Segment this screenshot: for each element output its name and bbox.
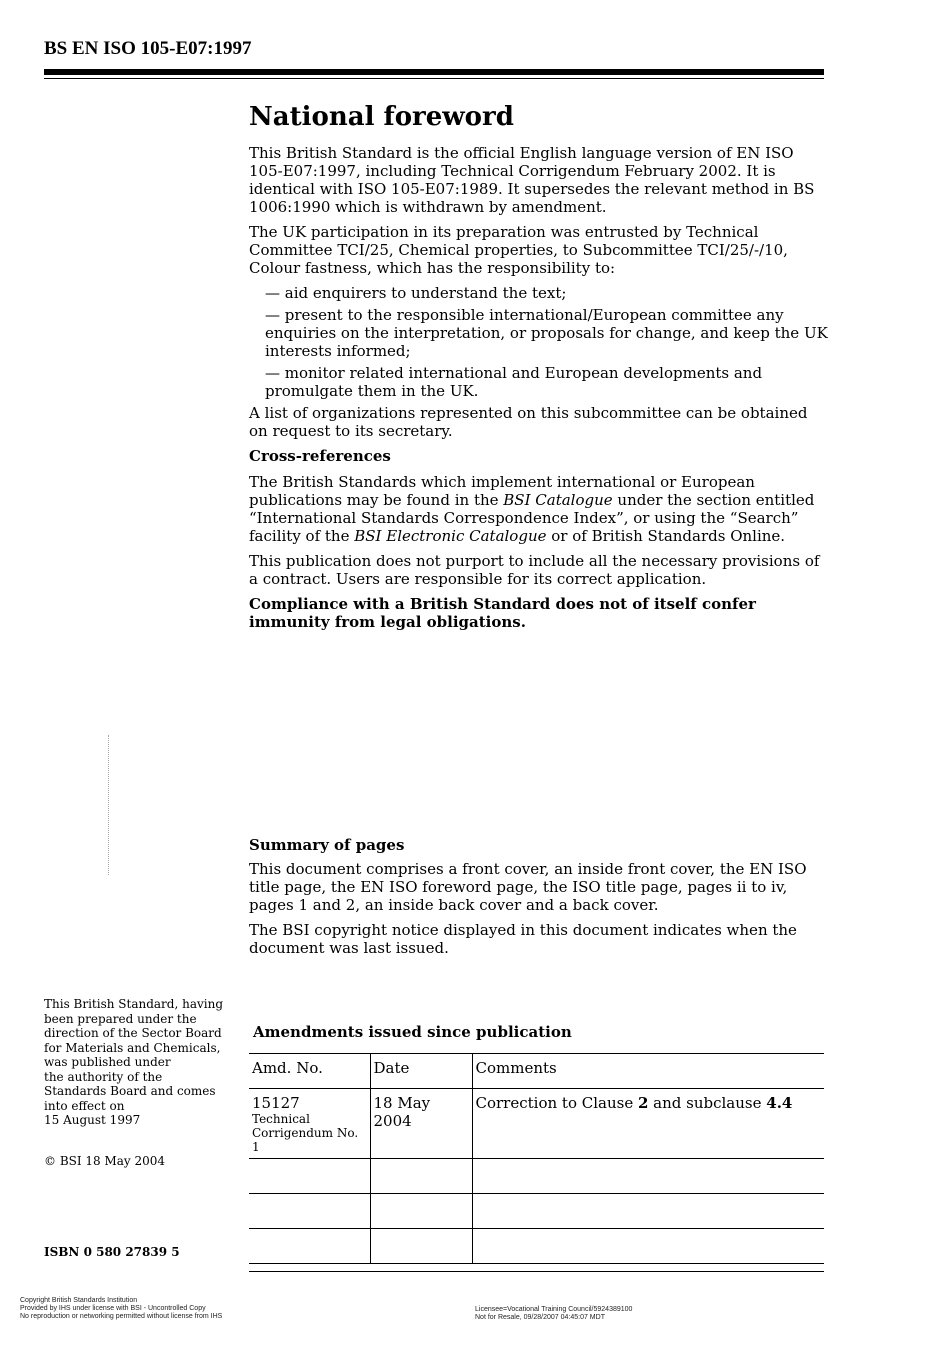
table-row-empty [249, 1194, 824, 1229]
column-header: Date [370, 1054, 472, 1089]
publication-note-line: 15 August 1997 [44, 1113, 141, 1127]
foreword-para-5: This publication does not purport to include all the necessary provisions of a contract. Users are responsible for its correct application. [249, 552, 820, 588]
bsi-electronic-catalogue-ref: BSI Electronic Catalogue [354, 527, 547, 545]
publication-note-line: been prepared under the [44, 1011, 197, 1026]
summary-para-1: This document comprises a front cover, an inside front cover, the EN ISO title page, the EN ISO foreword page, the ISO title page, pages ii to iv, pages 1 and 2, an inside back cover and a back cover. [249, 860, 807, 914]
responsibility-item: — aid enquirers to understand the text; [265, 284, 567, 302]
bsi-catalogue-ref: BSI Catalogue [503, 491, 613, 509]
amd-number: 15127 [252, 1094, 300, 1112]
date-cell: 18 May 2004 [370, 1089, 472, 1159]
foreword-para-3: A list of organizations represented on this subcommittee can be obtained on request to its secretary. [249, 404, 808, 440]
table-row-empty [249, 1229, 824, 1264]
amendments-title: Amendments issued since publication [253, 1023, 572, 1041]
footer-rule [249, 1271, 824, 1272]
amendments-table [249, 1053, 824, 1264]
crossref-heading: Cross-references [249, 447, 391, 465]
publication-note-line: Standards Board and comes [44, 1084, 216, 1098]
table-header-row [249, 1054, 824, 1089]
amd-no-cell [249, 1089, 370, 1159]
amd-note: Technical [252, 1112, 310, 1126]
publication-note-line: This British Standard, having [44, 997, 224, 1011]
header-rule-thick [44, 69, 824, 75]
compliance-statement: Compliance with a British Standard does not of itself confer immunity from legal obligations. [249, 595, 756, 631]
copyright-notice: © BSI 18 May 2004 [44, 1154, 166, 1168]
publication-note-line: the authority of the [44, 1069, 163, 1084]
national-foreword [249, 100, 829, 638]
footer-line: Provided by IHS under license with BSI - Uncontrolled Copy [20, 1305, 206, 1312]
amd-note: Corrigendum No. 1 [252, 1126, 359, 1154]
column-header: Amd. No. [249, 1054, 370, 1089]
summary-heading: Summary of pages [249, 836, 405, 854]
dotted-margin-mark [108, 735, 110, 875]
footer-left [20, 1297, 222, 1321]
summary-para-2: The BSI copyright notice displayed in this document indicates when the document was last issued. [249, 921, 797, 957]
footer-line: Not for Resale, 09/28/2007 04:45:07 MDT [475, 1314, 605, 1321]
publication-note-line: was published under [44, 1055, 171, 1069]
table-row [249, 1089, 824, 1159]
crossref-paragraph: The British Standards which implement international or European publications may be found in the BSI Catalogue under the section entitled “International Standards Correspondence Index”, or using the “Search” facility of the BSI Electronic Catalogue or of British Standards Online. [249, 473, 815, 545]
foreword-para-1: This British Standard is the official English language version of EN ISO 105-E07:1997, including Technical Corrigendum February 2002. It is identical with ISO 105-E07:1989. It supersedes the relevant method in BS 1006:1990 which is withdrawn by amendment. [249, 144, 815, 216]
responsibility-item: — present to the responsible international/European committee any enquiries on the interpretation, or proposals for change, and keep the UK interests informed; [265, 306, 828, 360]
publication-note [44, 997, 229, 1128]
isbn: ISBN 0 580 27839 5 [44, 1245, 180, 1259]
publication-note-line: direction of the Sector Board [44, 1026, 222, 1040]
header-rule-thin [44, 78, 824, 79]
foreword-title: National foreword [249, 102, 514, 132]
summary-of-pages [249, 836, 829, 964]
publication-note-line: into effect on [44, 1098, 125, 1113]
document-code: BS EN ISO 105-E07:1997 [44, 38, 252, 59]
foreword-para-2: The UK participation in its preparation was entrusted by Technical Committee TCI/25, Chemical properties, to Subcommittee TCI/25/-/10, Colour fastness, which has the responsibility to: [249, 223, 788, 277]
comments-cell: Correction to Clause 2 and subclause 4.4 [472, 1089, 824, 1159]
footer-right [475, 1306, 632, 1322]
publication-note-line: for Materials and Chemicals, [44, 1040, 221, 1055]
footer-line: No reproduction or networking permitted without license from IHS [20, 1313, 223, 1320]
footer-line: Copyright British Standards Institution [20, 1297, 138, 1304]
footer-line: Licensee=Vocational Training Council/5924389100 [475, 1306, 633, 1313]
table-row-empty [249, 1159, 824, 1194]
column-header: Comments [472, 1054, 824, 1089]
responsibility-item: — monitor related international and European developments and promulgate them in the UK. [265, 364, 763, 400]
